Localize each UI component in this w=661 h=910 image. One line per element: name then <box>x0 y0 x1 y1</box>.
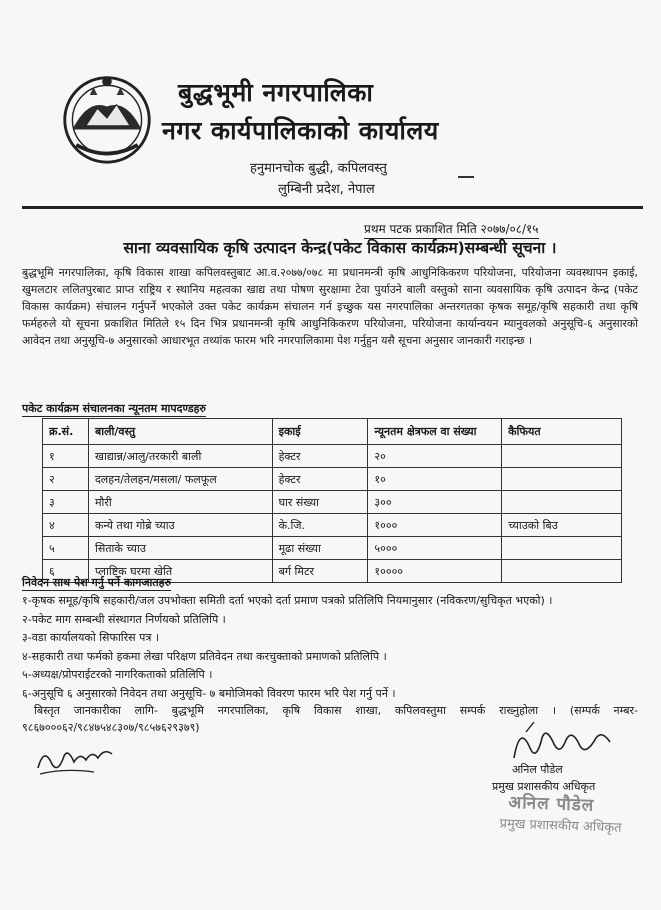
publication-date: प्रथम पटक प्रकाशित मिति २०७७/०८/१५ <box>364 220 539 239</box>
documents-heading: निवेदन साथ पेश गर्नु पर्ने कागजातहरु <box>22 576 172 589</box>
cell-minimum: ३०० <box>368 491 502 514</box>
cell-unit: घार संख्या <box>272 491 368 514</box>
cell-unit: हेक्टर <box>272 468 368 491</box>
cell-minimum: ५००० <box>368 537 502 560</box>
decorative-dash <box>458 176 474 178</box>
cell-crop: प्लाष्टिक घरमा खेति <box>88 560 272 583</box>
stamp-name: अनिल पौडेल <box>508 792 595 816</box>
cell-crop: दलहन/तेलहन/मसला/ फलफूल <box>88 468 272 491</box>
col-header-remarks: कैफियत <box>502 419 622 445</box>
table-row <box>43 468 622 491</box>
cell-serial: ५ <box>43 537 89 560</box>
cell-unit: हेक्टर <box>272 445 368 468</box>
list-item: ६-अनुसूचि ६ अनुसारको निवेदन तथा अनुसूचि- ७ बमोजिमको विवरण फारम भरि पेश गर्नु पर्ने । <box>22 686 396 700</box>
criteria-table <box>42 418 622 583</box>
list-item: ४-सहकारी तथा फर्मको हकमा लेखा परिक्षण प्रतिवेदन तथा करचुक्ताको प्रमाणको प्रतिलिपि । <box>22 649 387 663</box>
cell-crop: मौरी <box>88 491 272 514</box>
cell-crop: सिताके च्याउ <box>88 537 272 560</box>
col-header-crop: बाली/वस्तु <box>88 419 272 445</box>
government-emblem-icon <box>58 70 156 166</box>
cell-remarks <box>502 560 622 583</box>
table-header-row <box>43 419 622 445</box>
cell-minimum: १० <box>368 468 502 491</box>
cell-serial: ३ <box>43 491 89 514</box>
table-row <box>43 445 622 468</box>
col-header-unit: इकाई <box>272 419 368 445</box>
notice-body: बुद्धभूमि नगरपालिका, कृषि विकास शाखा कपिलवस्तुबाट आ.व.२०७७/०७८ मा प्रधानमन्त्री कृषि आधुनिकिकरण परियोजना, परियोजना व्यवस्थापन इकाई, खुमलटार ललितपुरबाट प्राप्त राष्ट्रिय र स्थानिय महत्वका खाद्य तथा पोषण सुरक्षामा टेवा पुर्याउने बाली वस्तुको साना व्यवसायिक कृषि उत्पादन केन्द्र (पकेट विकास कार्यक्रम) संचालन गर्नुपर्ने भएकोले उक्त पकेट कार्यक्रम संचालन गर्न इच्छुक यस नगरपालिका अन्तरगतका कृषक समूह/कृषि सहकारी तथा कृषि फर्महरुले यो सूचना प्रकाशित मितिले १५ दिन भित्र प्रधानमन्त्री कृषि आधुनिकिकरण परियोजना, परियोजना कार्यान्वयन म्यानुवलको अनुसूचि-६ अनुसारको आवेदन तथा अनुसूचि-७ अनुसारको आधारभूत तथ्यांक फारम भरि नगरपालिकामा पेश गर्नुहुन यसै सूचना अनुसार जानकारी गराइन्छ । <box>22 266 638 347</box>
col-header-serial: क्र.सं. <box>43 419 89 445</box>
list-item: ३-वडा कार्यालयको सिफारिस पत्र । <box>22 631 160 644</box>
cell-serial: ४ <box>43 514 89 537</box>
cell-remarks <box>502 468 622 491</box>
cell-minimum: १००० <box>368 514 502 537</box>
notice-title: साना व्यवसायिक कृषि उत्पादन केन्द्र(पकेट विकास कार्यक्रम)सम्बन्धी सूचना । <box>123 239 557 257</box>
cell-serial: १ <box>43 445 89 468</box>
address-line-1: हनुमानचोक बुद्धी, कपिलवस्तु <box>250 161 387 176</box>
official-stamp <box>495 787 647 840</box>
list-item: २-पकेट माग सम्बन्धी संस्थागत निर्णयको प्रतिलिपि । <box>22 612 226 626</box>
cell-unit: मूढा संख्या <box>272 537 368 560</box>
documents-list <box>22 592 638 703</box>
contact-info: बिस्तृत जानकारीका लागि- बुद्धभूमि नगरपालिका, कृषि विकास शाखा, कपिलवस्तुमा सम्पर्क राख्नुहोला । (सम्पर्क नम्बर- ९८६७०००६२/९८४७५४८३०७/९८५७६२९३७९) <box>22 704 638 734</box>
handwritten-signature <box>34 738 124 778</box>
col-header-minimum: न्यूनतम क्षेत्रफल वा संख्या <box>368 419 502 445</box>
cell-crop: खाद्यान्न/आलु/तरकारी बाली <box>88 445 272 468</box>
handwritten-signature <box>506 718 616 768</box>
cell-crop: कन्ये तथा गोब्रे च्याउ <box>88 514 272 537</box>
cell-remarks <box>502 445 622 468</box>
cell-serial: ६ <box>43 560 89 583</box>
office-name: बुद्धभूमी नगरपालिका <box>178 78 374 107</box>
cell-unit: बर्ग मिटर <box>272 560 368 583</box>
table-row <box>43 514 622 537</box>
address-line-2: लुम्बिनी प्रदेश, नेपाल <box>278 182 375 197</box>
list-item: ५-अध्यक्ष/प्रोपराईटरको नागरिकताको प्रतिलिपि । <box>22 668 213 681</box>
cell-remarks <box>502 491 622 514</box>
table-row <box>43 491 622 514</box>
cell-remarks <box>502 537 622 560</box>
list-item: १-कृषक समूह/कृषि सहकारी/जल उपभोक्ता समिती दर्ता भएको दर्ता प्रमाण पत्रको प्रतिलिपि नियमानुसार (नविकरण/सुचिकृत भएको) । <box>22 594 553 607</box>
office-subtitle: नगर कार्यपालिकाको कार्यालय <box>162 116 439 145</box>
cell-minimum: १०००० <box>368 560 502 583</box>
cell-unit: के.जि. <box>272 514 368 537</box>
stamp-title: प्रमुख प्रशासकीय अधिकृत <box>499 816 622 836</box>
header-divider <box>22 206 643 209</box>
signatory-name: अनिल पौडेल <box>512 763 563 776</box>
table-caption: पकेट कार्यक्रम संचालनका न्यूनतम मापदण्डहरु <box>22 402 207 415</box>
table-row <box>43 537 622 560</box>
cell-minimum: २० <box>368 445 502 468</box>
cell-remarks: च्याउको बिउ <box>502 514 622 537</box>
signatory-title: प्रमुख प्रशासकीय अधिकृत <box>492 780 596 793</box>
cell-serial: २ <box>43 468 89 491</box>
